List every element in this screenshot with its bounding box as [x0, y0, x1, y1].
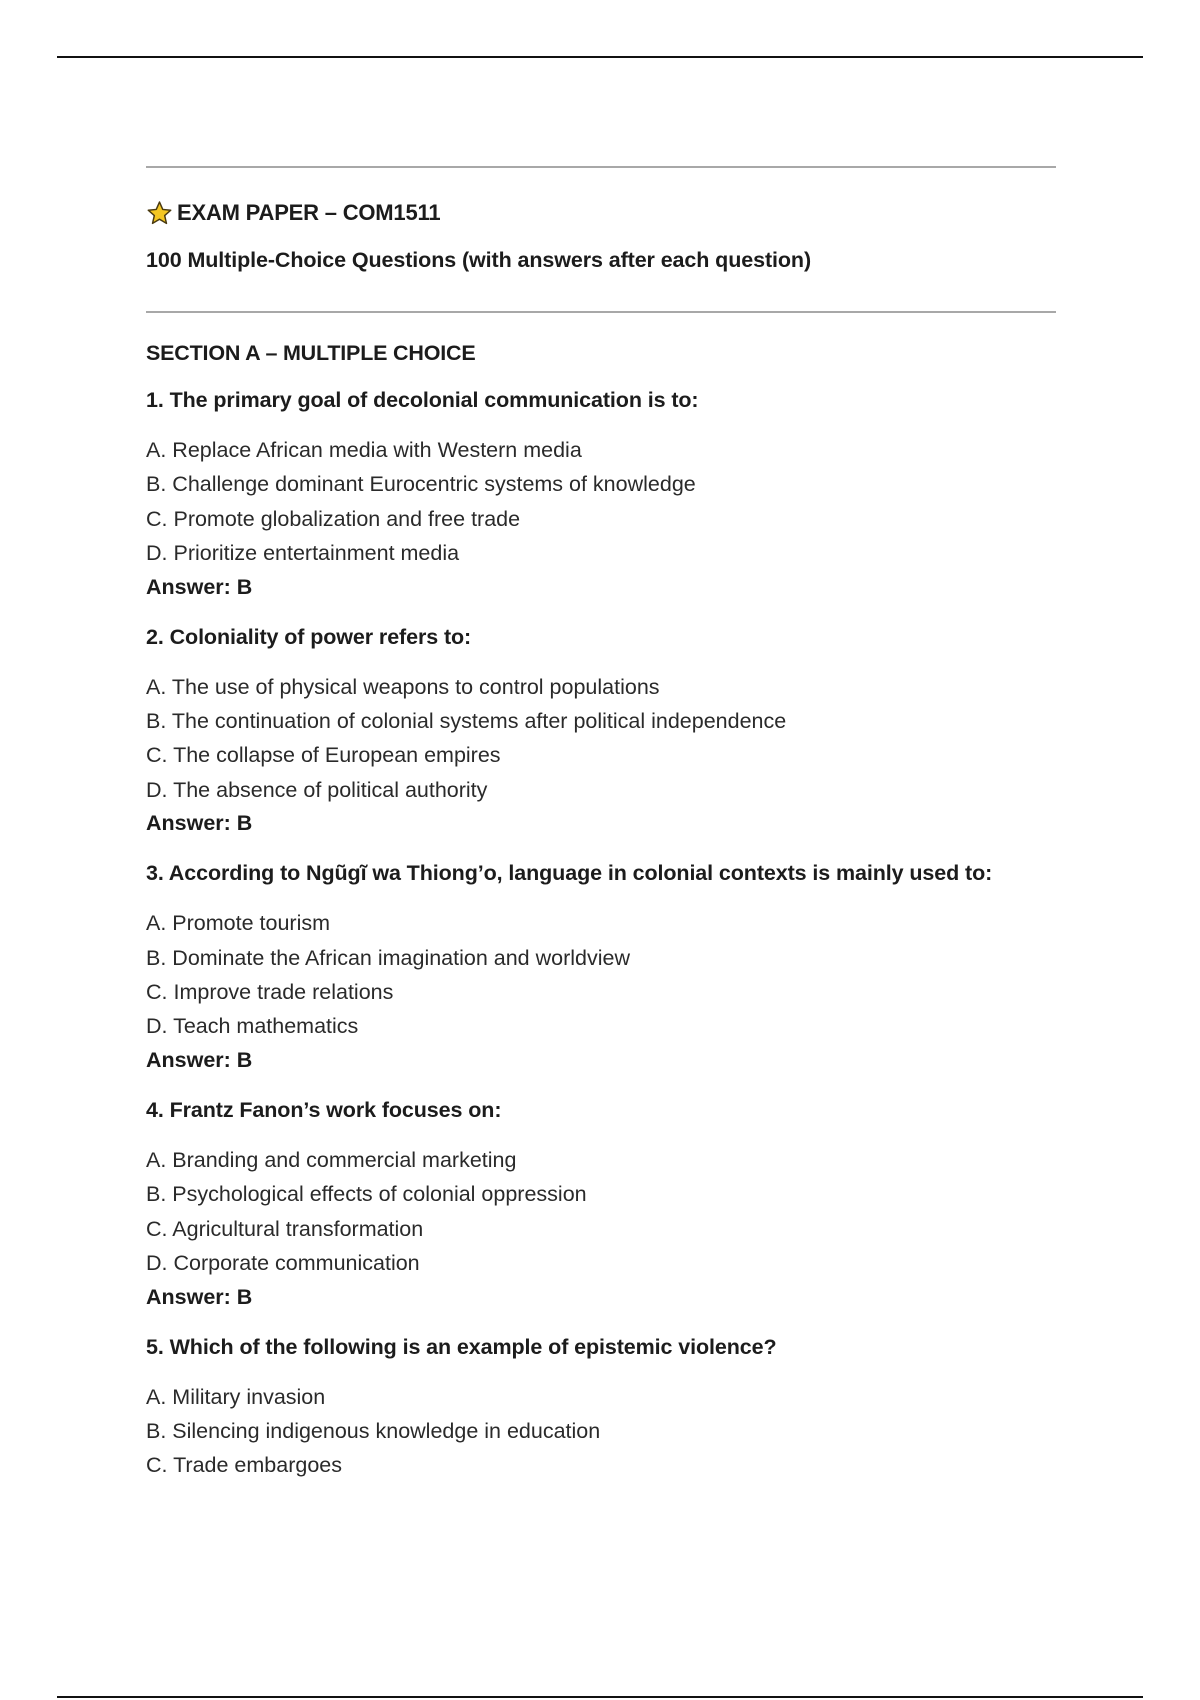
- star-icon: [146, 200, 173, 227]
- option-d: D. Prioritize entertainment media: [146, 541, 460, 566]
- question-1: [146, 388, 1056, 603]
- question-text: 1. The primary goal of decolonial communication is to:: [146, 388, 699, 412]
- question-text: 3. According to Ngũgĩ wa Thiong’o, language in colonial contexts is mainly used to:: [146, 861, 993, 886]
- option-b: B. The continuation of colonial systems after political independence: [146, 709, 787, 734]
- answer: Answer: B: [146, 574, 253, 599]
- exam-document: [146, 166, 1056, 1483]
- option-b: B. Psychological effects of colonial oppression: [146, 1182, 587, 1207]
- section-title: SECTION A – MULTIPLE CHOICE: [146, 341, 476, 365]
- option-b: B. Silencing indigenous knowledge in education: [146, 1418, 601, 1443]
- option-c: C. Promote globalization and free trade: [146, 506, 521, 531]
- option-a: A. Branding and commercial marketing: [146, 1147, 517, 1172]
- option-a: A. Replace African media with Western media: [146, 438, 582, 462]
- answer: Answer: B: [146, 1047, 253, 1072]
- option-a: A. The use of physical weapons to control populations: [146, 674, 660, 699]
- page-top-rule: [57, 56, 1143, 58]
- option-c: C. The collapse of European empires: [146, 743, 501, 768]
- page-subtitle: 100 Multiple-Choice Questions (with answers after each question): [146, 248, 812, 272]
- question-text: 4. Frantz Fanon’s work focuses on:: [146, 1097, 502, 1122]
- question-4: [146, 1098, 1056, 1313]
- option-d: D. Corporate communication: [146, 1251, 420, 1276]
- header-divider-bottom: [146, 311, 1056, 313]
- question-5: [146, 1335, 1056, 1483]
- option-b: B. Dominate the African imagination and worldview: [146, 945, 631, 970]
- option-c: C. Improve trade relations: [146, 980, 394, 1005]
- header-divider-top: [146, 166, 1056, 168]
- question-3: [146, 861, 1056, 1076]
- option-c: C. Trade embargoes: [146, 1453, 342, 1478]
- option-a: A. Promote tourism: [146, 911, 330, 936]
- title-row: [146, 198, 1056, 228]
- question-text: 2. Coloniality of power refers to:: [146, 624, 472, 649]
- question-text: 5. Which of the following is an example of epistemic violence?: [146, 1334, 777, 1359]
- question-2: [146, 625, 1056, 840]
- answer: Answer: B: [146, 1284, 253, 1309]
- option-a: A. Military invasion: [146, 1384, 326, 1409]
- answer: Answer: B: [146, 811, 253, 836]
- option-d: D. The absence of political authority: [146, 777, 488, 802]
- option-c: C. Agricultural transformation: [146, 1216, 424, 1241]
- page-bottom-rule: [57, 1696, 1143, 1698]
- page-title: EXAM PAPER – COM1511: [177, 200, 441, 225]
- option-d: D. Teach mathematics: [146, 1014, 359, 1039]
- option-b: B. Challenge dominant Eurocentric systems of knowledge: [146, 472, 696, 497]
